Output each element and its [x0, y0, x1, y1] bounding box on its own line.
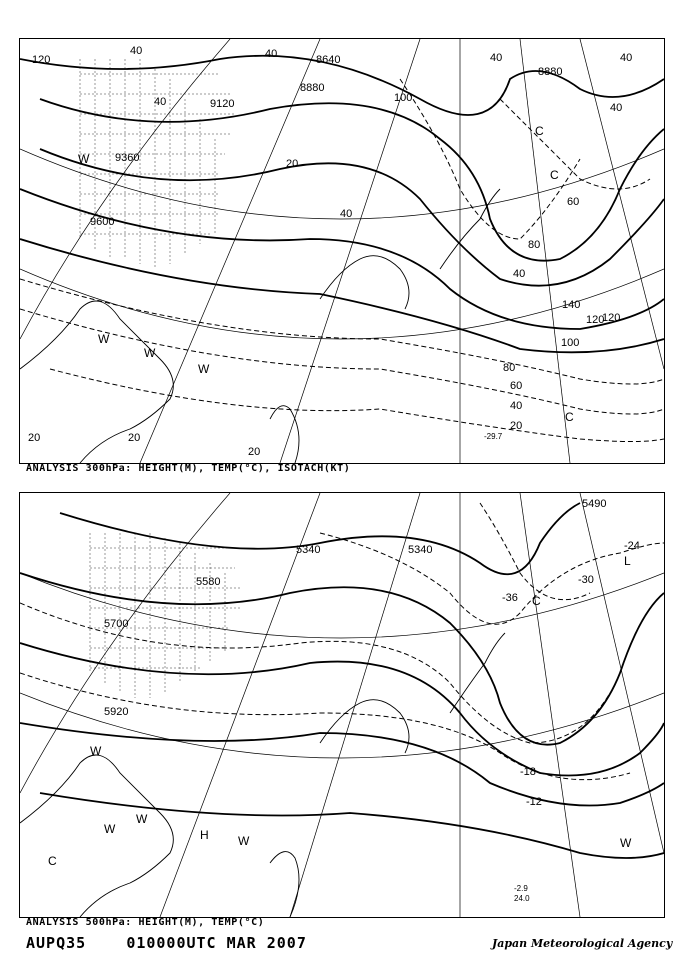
isotherm-label: -24: [624, 540, 640, 552]
center-marker: W: [198, 362, 210, 376]
coastline: [20, 189, 500, 463]
isotach-label: 80: [528, 239, 541, 251]
coastline: [20, 633, 505, 917]
isotach-label: 40: [154, 96, 167, 108]
center-marker: H: [200, 828, 209, 842]
center-marker: W: [238, 834, 250, 848]
center-marker: W: [78, 152, 90, 166]
height-label: 8640: [316, 54, 341, 66]
isotach-label: 20: [510, 420, 523, 432]
valid-datetime: 010000UTC MAR 2007: [126, 934, 307, 952]
map-300hpa-svg: [20, 39, 664, 463]
height-label: 9120: [210, 98, 235, 110]
isotach-label: 60: [567, 196, 580, 208]
obs-dewpoint: 24.0: [514, 894, 530, 903]
isotach-label: 80: [503, 362, 516, 374]
isotach-label: 40: [620, 52, 633, 64]
chart-code: [26, 934, 307, 952]
height-label: 5340: [408, 544, 433, 556]
isotach-label: 40: [510, 400, 523, 412]
center-marker: C: [48, 854, 57, 868]
map-panel-500hpa: [19, 492, 665, 918]
center-marker: C: [550, 168, 559, 182]
product-code: AUPQ35: [26, 934, 87, 952]
isotherm-label: -36: [502, 592, 518, 604]
isotherm-label: -18: [520, 766, 536, 778]
isotach-label: 20: [286, 158, 299, 170]
map-500hpa-svg: [20, 493, 664, 917]
center-marker: C: [535, 124, 544, 138]
isotach-label: 120: [586, 314, 605, 326]
center-marker: W: [620, 836, 632, 850]
panel-caption-500hpa: ANALYSIS 500hPa: HEIGHT(M), TEMP(°C): [26, 917, 265, 928]
isotach-label: 100: [394, 92, 413, 104]
graticule: [20, 493, 664, 917]
center-marker: W: [136, 812, 148, 826]
isotach-label: 40: [490, 52, 503, 64]
height-label: 9600: [90, 216, 115, 228]
isotach-lines: [20, 79, 664, 442]
graticule: [20, 39, 664, 463]
center-marker: C: [532, 594, 541, 608]
isotach-label: 20: [248, 446, 261, 458]
isotach-label: 60: [510, 380, 523, 392]
height-label: 5580: [196, 576, 221, 588]
map-panel-300hpa: [19, 38, 665, 464]
center-marker: W: [104, 822, 116, 836]
agency-name: Japan Meteorological Agency: [492, 937, 673, 950]
isotach-label: 140: [562, 299, 581, 311]
isotach-label: 120: [32, 54, 51, 66]
isotach-label: 40: [340, 208, 353, 220]
height-label: 5340: [296, 544, 321, 556]
height-label: 5700: [104, 618, 129, 630]
isotach-label: 100: [561, 337, 580, 349]
panel-caption-300hpa: ANALYSIS 300hPa: HEIGHT(M), TEMP(°C), ISOTACH(KT): [26, 463, 351, 474]
isotach-label: 40: [513, 268, 526, 280]
height-label: 9360: [115, 152, 140, 164]
isotach-label: 20: [128, 432, 141, 444]
center-marker: W: [98, 332, 110, 346]
isotach-label: 120: [602, 312, 621, 324]
height-label: 8880: [538, 66, 563, 78]
height-label: 8880: [300, 82, 325, 94]
isotherm-label: -30: [578, 574, 594, 586]
height-label: 5490: [582, 498, 607, 510]
isotach-label: 40: [610, 102, 623, 114]
height-contours: [20, 503, 664, 858]
isotherm-label: -12: [526, 796, 542, 808]
isotach-label: 40: [265, 48, 278, 60]
center-marker: C: [565, 410, 574, 424]
height-label: 5920: [104, 706, 129, 718]
center-marker: W: [90, 744, 102, 758]
center-marker: L: [624, 554, 631, 568]
center-marker: W: [144, 346, 156, 360]
obs-temp: -2.9: [514, 884, 528, 893]
isotach-label: 40: [130, 45, 143, 57]
isotach-label: 20: [28, 432, 41, 444]
temp-label: -29.7: [484, 432, 503, 441]
